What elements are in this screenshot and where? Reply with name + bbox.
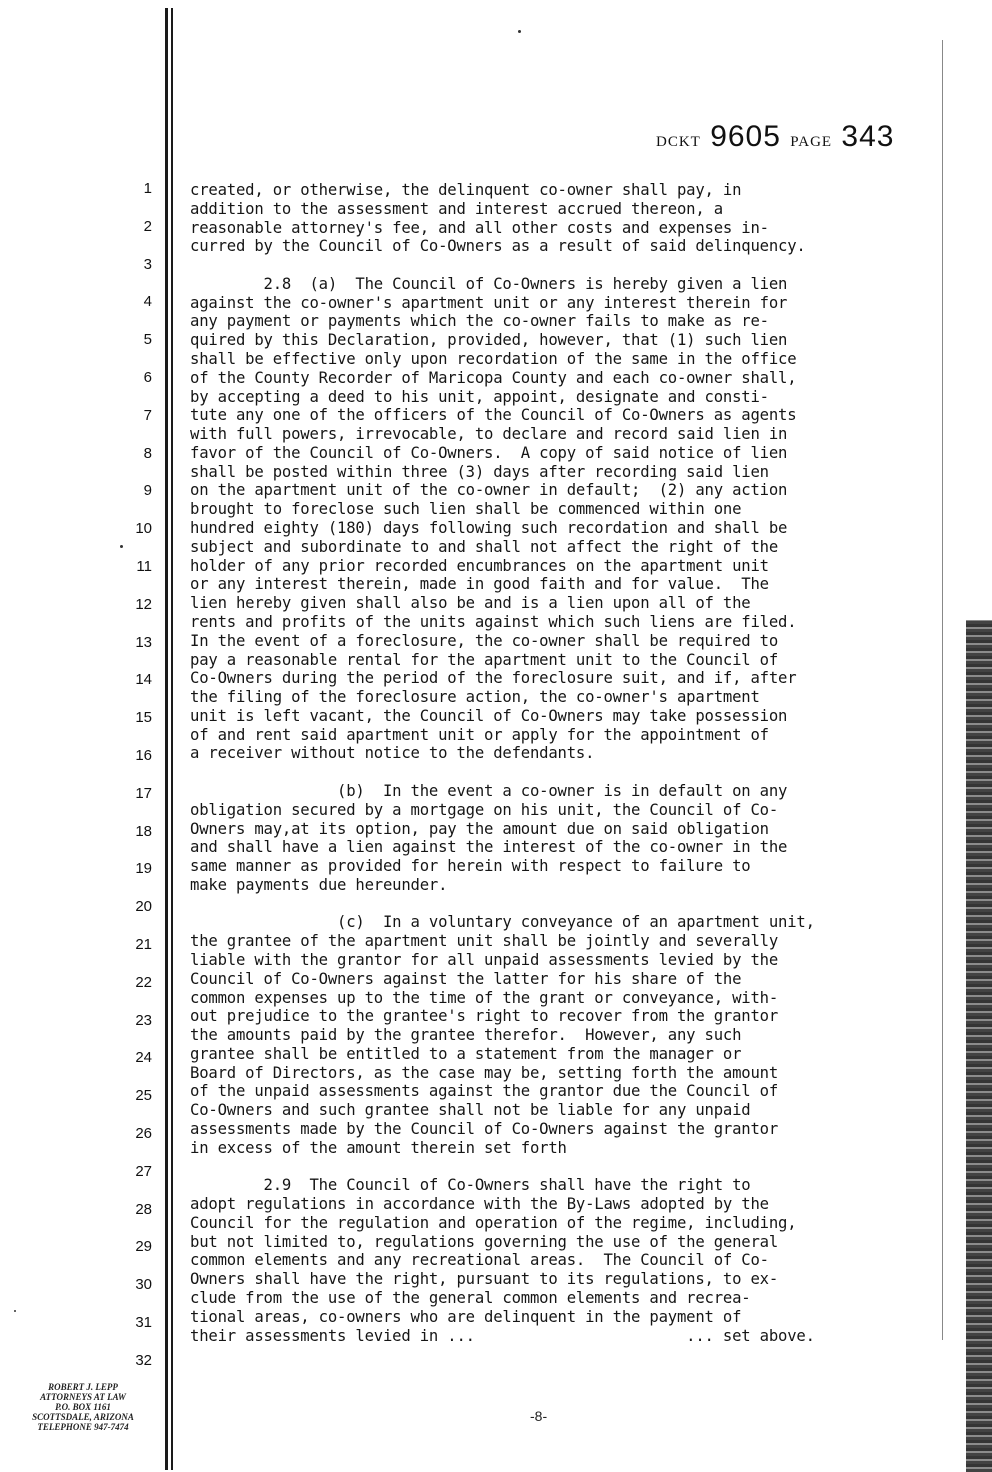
body-text-line: assessments made by the Council of Co-Owners against the grantor — [190, 1120, 779, 1138]
line-number: 11 — [136, 558, 152, 575]
line-number: 18 — [135, 822, 152, 840]
scan-edge-shadow — [966, 620, 992, 1472]
line-number: 14 — [135, 671, 152, 689]
body-text-line: the filing of the foreclosure action, the co-owner's apartment — [190, 688, 760, 707]
stamp-docket: 9605 — [710, 120, 781, 153]
body-text-line: shall be posted within three (3) days after recording said lien — [190, 462, 769, 481]
line-number: 4 — [143, 293, 152, 311]
body-text-line: clude from the use of the general common elements and recrea- — [190, 1289, 751, 1308]
scan-speck — [14, 1310, 16, 1312]
firm-line: P.O. BOX 1161 — [55, 1402, 111, 1412]
stamp-prefix: DCKT — [656, 134, 701, 150]
body-text-line: against the co-owner's apartment unit or any interest therein for — [190, 293, 788, 312]
body-text-line: Co-Owners during the period of the foreclosure suit, and if, after — [190, 669, 797, 688]
body-text-line: the amounts paid by the grantee therefor. However, any such — [190, 1026, 742, 1045]
line-number: 27 — [135, 1162, 152, 1180]
body-text-line: (c) In a voluntary conveyance of an apartment unit, — [190, 913, 815, 932]
body-text-line: common expenses up to the time of the grant or conveyance, with- — [190, 988, 779, 1007]
body-text-line: of the unpaid assessments against the grantor due the Council of — [190, 1082, 779, 1101]
body-text-line: the grantee of the apartment unit shall be jointly and severally — [190, 932, 779, 951]
page-number: -8- — [530, 1408, 548, 1424]
firm-line: TELEPHONE 947-7474 — [37, 1422, 129, 1432]
body-text-line: Council of Co-Owners against the latter for his share of the — [190, 969, 742, 988]
body-text-line: Owners may,at its option, pay the amount due on said obligation — [190, 819, 769, 838]
line-number: 10 — [135, 520, 152, 538]
line-number: 21 — [135, 936, 152, 953]
line-number: 6 — [143, 369, 152, 386]
body-text-line: subject and subordinate to and shall not affect the right of the — [190, 537, 779, 556]
body-text-line: any payment or payments which the co-owner fails to make as re- — [190, 312, 769, 331]
body-text-line: lien hereby given shall also be and is a lien upon all of the — [190, 594, 751, 613]
body-text-line: shall be effective only upon recordation of the same in the office — [190, 350, 797, 369]
stamp-page: 343 — [841, 120, 895, 153]
line-number: 16 — [135, 747, 152, 764]
line-number: 12 — [135, 595, 152, 613]
line-number: 3 — [143, 255, 152, 273]
body-text-line: and shall have a lien against the interest of the co-owner in the — [190, 838, 788, 857]
line-number: 30 — [135, 1276, 152, 1294]
body-text-line: common elements and any recreational areas. The Council of Co- — [190, 1251, 769, 1270]
body-text-line: curred by the Council of Co-Owners as a result of said delinquency. — [190, 237, 806, 256]
body-text-line: same manner as provided for herein with respect to failure to — [190, 857, 751, 876]
body-text-line: by accepting a deed to his unit, appoint, designate and consti- — [190, 387, 769, 406]
line-number: 7 — [143, 406, 152, 424]
body-text-line: pay a reasonable rental for the apartment unit to the Council of — [190, 650, 779, 669]
body-text-line: but not limited to, regulations governing the use of the general — [190, 1232, 779, 1251]
line-number: 2 — [143, 217, 152, 235]
body-text-line: favor of the Council of Co-Owners. A copy of said notice of lien — [190, 443, 788, 462]
left-margin-rule — [165, 8, 168, 1470]
body-text-line: tute any one of the officers of the Council of Co-Owners as agents — [190, 406, 797, 425]
line-number: 5 — [143, 331, 152, 349]
body-text-line: tional areas, co-owners who are delinquent in the payment of — [190, 1307, 742, 1326]
firm-line: ATTORNEYS AT LAW — [40, 1392, 126, 1402]
line-number: 22 — [135, 973, 152, 991]
body-text-line: Board of Directors, as the case may be, setting forth the amount — [190, 1063, 779, 1082]
line-number: 24 — [135, 1049, 152, 1067]
body-text-line: on the apartment unit of the co-owner in default; (2) any action — [190, 481, 788, 500]
scan-speck — [518, 30, 521, 33]
body-text-line: quired by this Declaration, provided, however, that (1) such lien — [190, 331, 788, 350]
body-text-line: 2.8 (a) The Council of Co-Owners is hereby given a lien — [190, 274, 788, 293]
line-number: 9 — [143, 482, 152, 500]
body-text-line: make payments due hereunder. — [190, 875, 448, 894]
body-text-line: created, or otherwise, the delinquent co-owner shall pay, in — [190, 181, 742, 199]
body-text-line: with full powers, irrevocable, to declare and record said lien in — [190, 425, 788, 444]
stamp-page-label: PAGE — [790, 134, 833, 150]
body-text-line: of and rent said apartment unit or apply for the appointment of — [190, 725, 769, 744]
line-number: 31 — [135, 1314, 152, 1331]
body-text-line: Owners shall have the right, pursuant to its regulations, to ex- — [190, 1270, 779, 1289]
line-number: 26 — [135, 1125, 152, 1142]
body-text-line: out prejudice to the grantee's right to recover from the grantor — [190, 1007, 779, 1026]
law-firm-footer — [8, 1382, 158, 1432]
scan-speck — [120, 545, 123, 548]
body-text-line: addition to the assessment and interest accrued thereon, a — [190, 199, 723, 218]
body-text-line: brought to foreclose such lien shall be commenced within one — [190, 500, 742, 519]
line-number: 29 — [135, 1238, 152, 1256]
line-number: 25 — [135, 1087, 152, 1105]
body-text-line: obligation secured by a mortgage on his unit, the Council of Co- — [190, 800, 779, 819]
body-text-line: unit is left vacant, the Council of Co-Owners may take possession — [190, 706, 788, 725]
line-number: 17 — [135, 784, 152, 802]
body-text-line: reasonable attorney's fee, and all other costs and expenses in- — [190, 218, 769, 237]
body-text-line: Council for the regulation and operation of the regime, including, — [190, 1213, 797, 1232]
line-number: 23 — [135, 1011, 152, 1029]
line-number: 32 — [135, 1351, 152, 1369]
body-text-line: hundred eighty (180) days following such recordation and shall be — [190, 519, 788, 538]
firm-line: ROBERT J. LEPP — [48, 1382, 118, 1392]
line-number: 28 — [135, 1200, 152, 1218]
body-text-line: in excess of the amount therein set forth — [190, 1138, 567, 1157]
firm-line: SCOTTSDALE, ARIZONA — [32, 1412, 134, 1422]
line-number: 15 — [135, 709, 152, 727]
body-text-line: a receiver without notice to the defendants. — [190, 744, 595, 763]
body-text-line: rents and profits of the units against which such liens are filed. — [190, 612, 797, 631]
line-number: 13 — [135, 633, 152, 651]
body-text-line: of the County Recorder of Maricopa County and each co-owner shall, — [190, 368, 797, 387]
body-text-line: (b) In the event a co-owner is in default on any — [190, 781, 788, 800]
line-number: 19 — [135, 860, 152, 878]
line-number: 20 — [135, 898, 152, 916]
left-margin-rule-inner — [171, 8, 173, 1470]
line-number: 1 — [143, 180, 152, 197]
body-text-line: adopt regulations in accordance with the By-Laws adopted by the — [190, 1195, 769, 1214]
body-text-line: In the event of a foreclosure, the co-owner shall be required to — [190, 631, 779, 650]
docket-page-stamp — [656, 120, 894, 154]
body-text-line: 2.9 The Council of Co-Owners shall have the right to — [190, 1176, 751, 1195]
body-text-line: grantee shall be entitled to a statement from the manager or — [190, 1044, 742, 1063]
body-text-line: liable with the grantor for all unpaid assessments levied by the — [190, 950, 779, 969]
body-text-line: Co-Owners and such grantee shall not be liable for any unpaid — [190, 1101, 751, 1120]
body-text-line: or any interest therein, made in good faith and for value. The — [190, 575, 769, 594]
line-number: 8 — [143, 444, 152, 462]
body-text-line: holder of any prior recorded encumbrances on the apartment unit — [190, 556, 769, 575]
body-text-line: their assessments levied in ... ... set above. — [190, 1326, 815, 1345]
